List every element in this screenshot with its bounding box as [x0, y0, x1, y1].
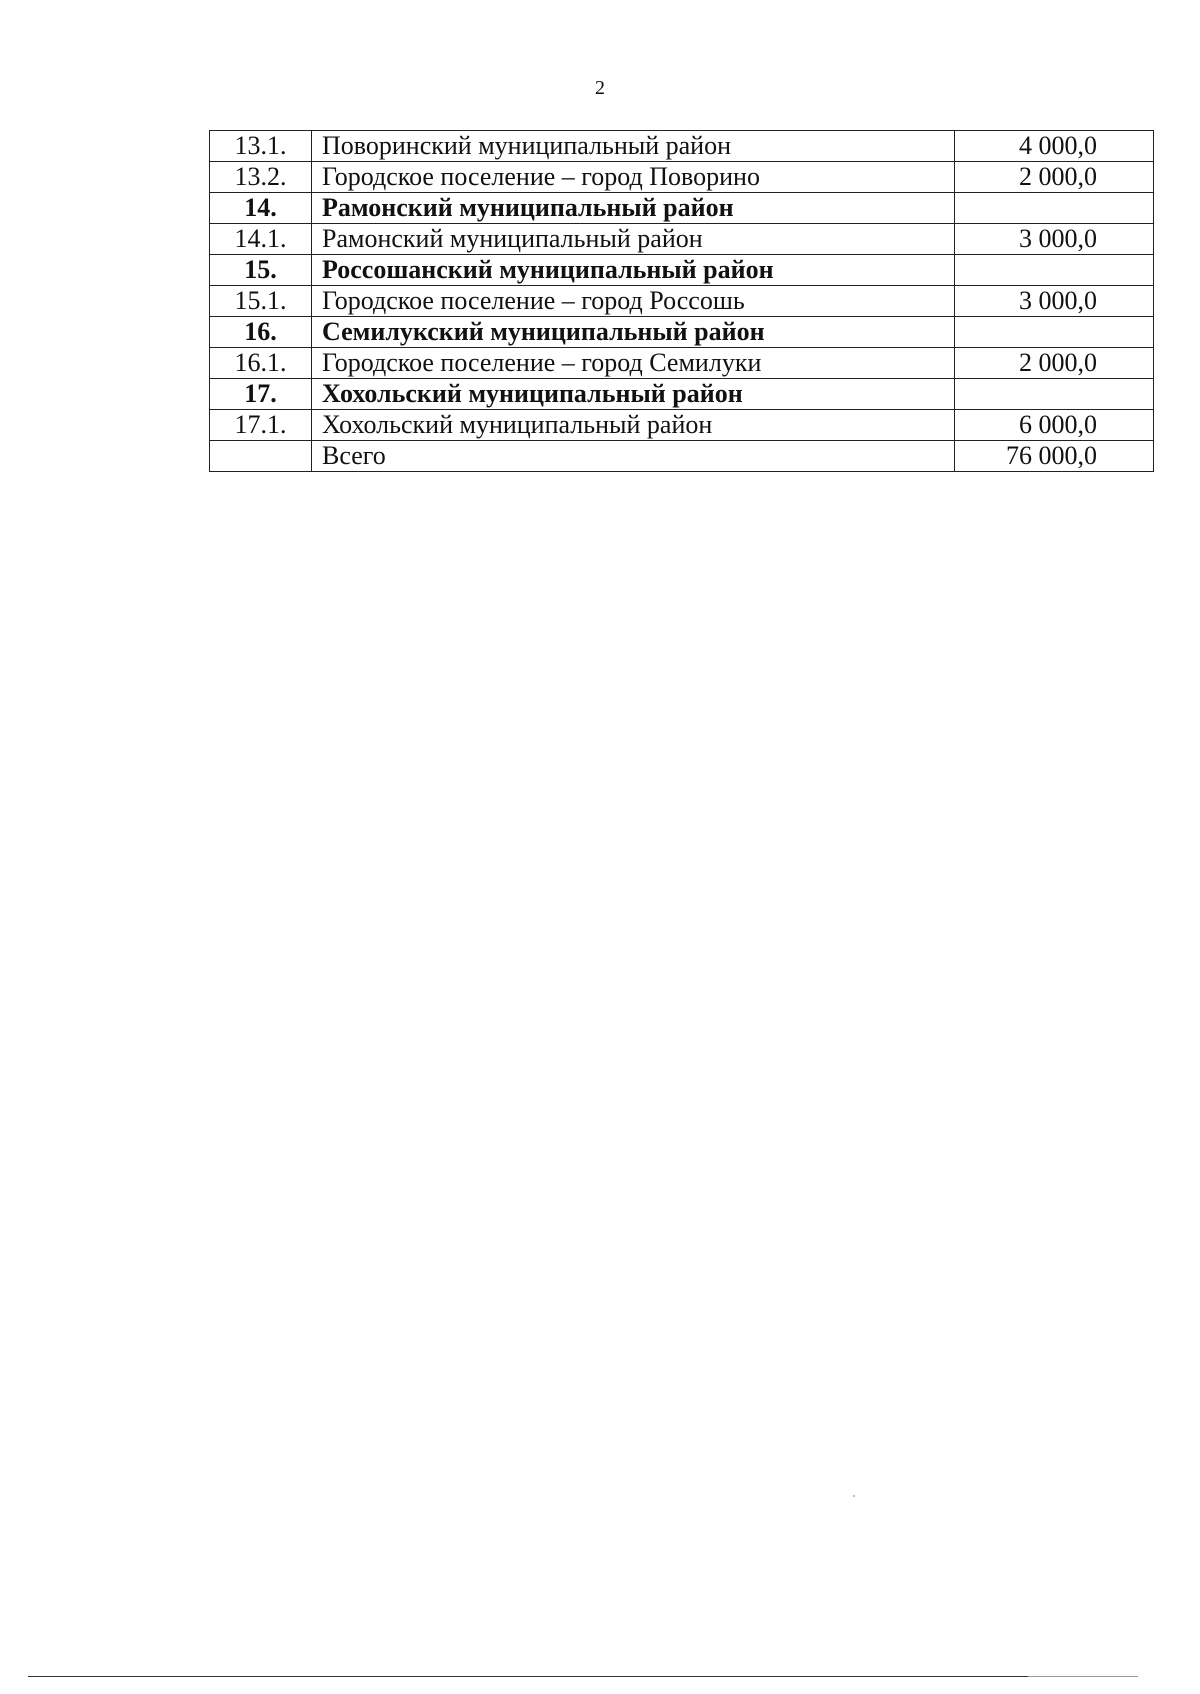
table-row — [210, 348, 1154, 379]
page-bottom-rule-faint — [1028, 1676, 1138, 1677]
row-value: 2 000,0 — [955, 348, 1154, 379]
table-row-section — [210, 193, 1154, 224]
table-row-total — [210, 441, 1154, 472]
table-row — [210, 162, 1154, 193]
row-value — [955, 317, 1154, 348]
row-name: Хохольский муниципальный район — [312, 379, 955, 410]
row-value: 2 000,0 — [955, 162, 1154, 193]
row-number: 16. — [210, 317, 312, 348]
row-value: 76 000,0 — [955, 441, 1154, 472]
table-row-section — [210, 255, 1154, 286]
row-number: 13.2. — [210, 162, 312, 193]
row-name: Поворинский муниципальный район — [312, 131, 955, 162]
scan-speck — [853, 1495, 855, 1497]
table-row — [210, 286, 1154, 317]
row-value: 3 000,0 — [955, 224, 1154, 255]
row-value: 6 000,0 — [955, 410, 1154, 441]
row-name: Рамонский муниципальный район — [312, 224, 955, 255]
table-row-section — [210, 317, 1154, 348]
row-name: Всего — [312, 441, 955, 472]
row-number: 14.1. — [210, 224, 312, 255]
page-number: 2 — [595, 77, 605, 99]
row-value — [955, 193, 1154, 224]
row-name: Городское поселение – город Семилуки — [312, 348, 955, 379]
table-row — [210, 224, 1154, 255]
page-bottom-rule — [28, 1676, 1028, 1677]
row-name: Россошанский муниципальный район — [312, 255, 955, 286]
allocation-table — [209, 130, 1154, 472]
row-number: 14. — [210, 193, 312, 224]
row-name: Семилукский муниципальный район — [312, 317, 955, 348]
row-value — [955, 255, 1154, 286]
table-row — [210, 131, 1154, 162]
row-number: 17.1. — [210, 410, 312, 441]
row-number: 13.1. — [210, 131, 312, 162]
row-value — [955, 379, 1154, 410]
row-value: 3 000,0 — [955, 286, 1154, 317]
row-number — [210, 441, 312, 472]
row-number: 15. — [210, 255, 312, 286]
table-row-section — [210, 379, 1154, 410]
row-name: Хохольский муниципальный район — [312, 410, 955, 441]
row-name: Рамонский муниципальный район — [312, 193, 955, 224]
row-name: Городское поселение – город Россошь — [312, 286, 955, 317]
row-name: Городское поселение – город Поворино — [312, 162, 955, 193]
table-row — [210, 410, 1154, 441]
row-number: 16.1. — [210, 348, 312, 379]
row-number: 17. — [210, 379, 312, 410]
row-number: 15.1. — [210, 286, 312, 317]
row-value: 4 000,0 — [955, 131, 1154, 162]
